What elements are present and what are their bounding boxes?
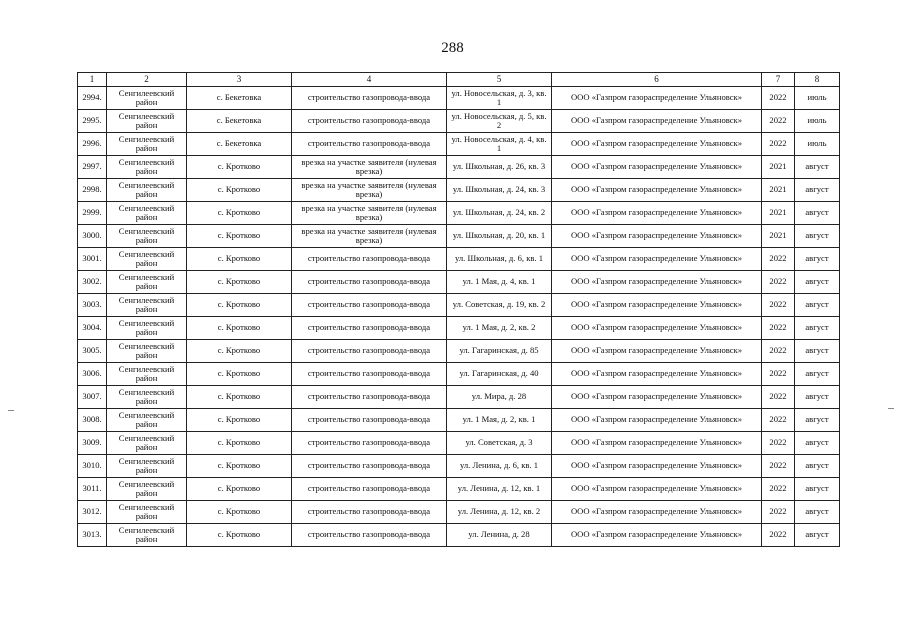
work-type-cell: строительство газопровода-ввода — [292, 340, 447, 363]
work-type-cell: строительство газопровода-ввода — [292, 409, 447, 432]
address-cell: ул. Новосельская, д. 4, кв. 1 — [447, 133, 552, 156]
organization-cell: ООО «Газпром газораспределение Ульяновск» — [552, 501, 762, 524]
district-cell: Сенгилеевский район — [107, 317, 187, 340]
table-row — [78, 317, 840, 340]
column-header-1: 1 — [78, 73, 107, 87]
year-cell: 2022 — [762, 340, 795, 363]
month-cell: август — [795, 317, 840, 340]
settlement-cell: с. Кротково — [187, 248, 292, 271]
settlement-cell: с. Кротково — [187, 386, 292, 409]
row-number-cell: 2994. — [78, 87, 107, 110]
settlement-cell: с. Кротково — [187, 202, 292, 225]
organization-cell: ООО «Газпром газораспределение Ульяновск» — [552, 156, 762, 179]
organization-cell: ООО «Газпром газораспределение Ульяновск» — [552, 248, 762, 271]
row-number-cell: 3000. — [78, 225, 107, 248]
address-cell: ул. Советская, д. 3 — [447, 432, 552, 455]
column-header-7: 7 — [762, 73, 795, 87]
settlement-cell: с. Бекетовка — [187, 110, 292, 133]
settlement-cell: с. Кротково — [187, 225, 292, 248]
row-number-cell: 3012. — [78, 501, 107, 524]
year-cell: 2022 — [762, 87, 795, 110]
settlement-cell: с. Бекетовка — [187, 87, 292, 110]
row-number-cell: 3008. — [78, 409, 107, 432]
row-number-cell: 2997. — [78, 156, 107, 179]
year-cell: 2022 — [762, 363, 795, 386]
month-cell: август — [795, 455, 840, 478]
address-cell: ул. 1 Мая, д. 2, кв. 1 — [447, 409, 552, 432]
column-header-3: 3 — [187, 73, 292, 87]
scan-mark-right — [888, 408, 894, 409]
settlement-cell: с. Кротково — [187, 478, 292, 501]
row-number-cell: 3006. — [78, 363, 107, 386]
year-cell: 2022 — [762, 294, 795, 317]
district-cell: Сенгилеевский район — [107, 478, 187, 501]
year-cell: 2022 — [762, 271, 795, 294]
district-cell: Сенгилеевский район — [107, 87, 187, 110]
table-row — [78, 409, 840, 432]
district-cell: Сенгилеевский район — [107, 179, 187, 202]
year-cell: 2022 — [762, 432, 795, 455]
table-row — [78, 87, 840, 110]
district-cell: Сенгилеевский район — [107, 156, 187, 179]
year-cell: 2021 — [762, 179, 795, 202]
month-cell: август — [795, 179, 840, 202]
table-row — [78, 363, 840, 386]
row-number-cell: 3007. — [78, 386, 107, 409]
column-header-5: 5 — [447, 73, 552, 87]
row-number-cell: 2998. — [78, 179, 107, 202]
district-cell: Сенгилеевский район — [107, 409, 187, 432]
table-row — [78, 501, 840, 524]
settlement-cell: с. Кротково — [187, 455, 292, 478]
work-type-cell: строительство газопровода-ввода — [292, 248, 447, 271]
settlement-cell: с. Кротково — [187, 432, 292, 455]
district-cell: Сенгилеевский район — [107, 133, 187, 156]
settlement-cell: с. Кротково — [187, 317, 292, 340]
month-cell: август — [795, 524, 840, 547]
table-row — [78, 248, 840, 271]
page-number: 288 — [441, 40, 464, 56]
month-cell: август — [795, 432, 840, 455]
organization-cell: ООО «Газпром газораспределение Ульяновск» — [552, 432, 762, 455]
work-type-cell: строительство газопровода-ввода — [292, 432, 447, 455]
address-cell: ул. Школьная, д. 24, кв. 3 — [447, 179, 552, 202]
organization-cell: ООО «Газпром газораспределение Ульяновск» — [552, 294, 762, 317]
month-cell: июль — [795, 87, 840, 110]
table-row — [78, 225, 840, 248]
data-table — [77, 72, 840, 547]
table-row — [78, 455, 840, 478]
organization-cell: ООО «Газпром газораспределение Ульяновск» — [552, 110, 762, 133]
work-type-cell: строительство газопровода-ввода — [292, 386, 447, 409]
work-type-cell: врезка на участке заявителя (нулевая врезка) — [292, 202, 447, 225]
year-cell: 2022 — [762, 409, 795, 432]
row-number-cell: 2995. — [78, 110, 107, 133]
district-cell: Сенгилеевский район — [107, 225, 187, 248]
table-row — [78, 179, 840, 202]
row-number-cell: 2996. — [78, 133, 107, 156]
organization-cell: ООО «Газпром газораспределение Ульяновск» — [552, 340, 762, 363]
work-type-cell: строительство газопровода-ввода — [292, 317, 447, 340]
address-cell: ул. Мира, д. 28 — [447, 386, 552, 409]
address-cell: ул. Школьная, д. 6, кв. 1 — [447, 248, 552, 271]
address-cell: ул. Школьная, д. 26, кв. 3 — [447, 156, 552, 179]
settlement-cell: с. Кротково — [187, 340, 292, 363]
table-row — [78, 133, 840, 156]
address-cell: ул. Ленина, д. 12, кв. 1 — [447, 478, 552, 501]
year-cell: 2022 — [762, 386, 795, 409]
row-number-cell: 2999. — [78, 202, 107, 225]
settlement-cell: с. Кротково — [187, 156, 292, 179]
settlement-cell: с. Кротково — [187, 294, 292, 317]
address-cell: ул. Ленина, д. 6, кв. 1 — [447, 455, 552, 478]
address-cell: ул. Советская, д. 19, кв. 2 — [447, 294, 552, 317]
settlement-cell: с. Кротково — [187, 409, 292, 432]
year-cell: 2022 — [762, 524, 795, 547]
district-cell: Сенгилеевский район — [107, 294, 187, 317]
address-cell: ул. Школьная, д. 20, кв. 1 — [447, 225, 552, 248]
work-type-cell: строительство газопровода-ввода — [292, 501, 447, 524]
table-row — [78, 386, 840, 409]
table-row — [78, 110, 840, 133]
month-cell: август — [795, 363, 840, 386]
work-type-cell: врезка на участке заявителя (нулевая врезка) — [292, 225, 447, 248]
work-type-cell: строительство газопровода-ввода — [292, 524, 447, 547]
district-cell: Сенгилеевский район — [107, 501, 187, 524]
organization-cell: ООО «Газпром газораспределение Ульяновск» — [552, 133, 762, 156]
address-cell: ул. Новосельская, д. 5, кв. 2 — [447, 110, 552, 133]
work-type-cell: строительство газопровода-ввода — [292, 87, 447, 110]
scan-mark-left — [8, 410, 14, 411]
address-cell: ул. Гагаринская, д. 85 — [447, 340, 552, 363]
column-header-2: 2 — [107, 73, 187, 87]
row-number-cell: 3001. — [78, 248, 107, 271]
district-cell: Сенгилеевский район — [107, 455, 187, 478]
table-row — [78, 524, 840, 547]
year-cell: 2021 — [762, 202, 795, 225]
month-cell: август — [795, 271, 840, 294]
header-row — [78, 73, 840, 87]
row-number-cell: 3009. — [78, 432, 107, 455]
month-cell: август — [795, 340, 840, 363]
address-cell: ул. 1 Мая, д. 2, кв. 2 — [447, 317, 552, 340]
address-cell: ул. 1 Мая, д. 4, кв. 1 — [447, 271, 552, 294]
district-cell: Сенгилеевский район — [107, 202, 187, 225]
organization-cell: ООО «Газпром газораспределение Ульяновск» — [552, 386, 762, 409]
work-type-cell: строительство газопровода-ввода — [292, 133, 447, 156]
column-header-6: 6 — [552, 73, 762, 87]
district-cell: Сенгилеевский район — [107, 248, 187, 271]
organization-cell: ООО «Газпром газораспределение Ульяновск» — [552, 478, 762, 501]
month-cell: август — [795, 156, 840, 179]
table-body — [78, 87, 840, 547]
column-header-4: 4 — [292, 73, 447, 87]
district-cell: Сенгилеевский район — [107, 386, 187, 409]
month-cell: август — [795, 202, 840, 225]
district-cell: Сенгилеевский район — [107, 524, 187, 547]
month-cell: август — [795, 248, 840, 271]
organization-cell: ООО «Газпром газораспределение Ульяновск» — [552, 409, 762, 432]
work-type-cell: строительство газопровода-ввода — [292, 110, 447, 133]
work-type-cell: строительство газопровода-ввода — [292, 455, 447, 478]
year-cell: 2021 — [762, 225, 795, 248]
organization-cell: ООО «Газпром газораспределение Ульяновск» — [552, 363, 762, 386]
settlement-cell: с. Кротково — [187, 271, 292, 294]
month-cell: август — [795, 478, 840, 501]
year-cell: 2022 — [762, 133, 795, 156]
table-row — [78, 202, 840, 225]
organization-cell: ООО «Газпром газораспределение Ульяновск» — [552, 202, 762, 225]
year-cell: 2022 — [762, 455, 795, 478]
year-cell: 2021 — [762, 156, 795, 179]
address-cell: ул. Новосельская, д. 3, кв. 1 — [447, 87, 552, 110]
work-type-cell: врезка на участке заявителя (нулевая врезка) — [292, 156, 447, 179]
month-cell: август — [795, 225, 840, 248]
row-number-cell: 3013. — [78, 524, 107, 547]
work-type-cell: строительство газопровода-ввода — [292, 294, 447, 317]
settlement-cell: с. Кротково — [187, 501, 292, 524]
organization-cell: ООО «Газпром газораспределение Ульяновск» — [552, 225, 762, 248]
month-cell: июль — [795, 133, 840, 156]
district-cell: Сенгилеевский район — [107, 271, 187, 294]
row-number-cell: 3004. — [78, 317, 107, 340]
column-header-8: 8 — [795, 73, 840, 87]
work-type-cell: строительство газопровода-ввода — [292, 478, 447, 501]
settlement-cell: с. Кротково — [187, 179, 292, 202]
row-number-cell: 3003. — [78, 294, 107, 317]
address-cell: ул. Ленина, д. 28 — [447, 524, 552, 547]
district-cell: Сенгилеевский район — [107, 340, 187, 363]
year-cell: 2022 — [762, 110, 795, 133]
table-row — [78, 294, 840, 317]
address-cell: ул. Ленина, д. 12, кв. 2 — [447, 501, 552, 524]
month-cell: август — [795, 386, 840, 409]
year-cell: 2022 — [762, 317, 795, 340]
work-type-cell: строительство газопровода-ввода — [292, 363, 447, 386]
work-type-cell: строительство газопровода-ввода — [292, 271, 447, 294]
year-cell: 2022 — [762, 478, 795, 501]
year-cell: 2022 — [762, 501, 795, 524]
organization-cell: ООО «Газпром газораспределение Ульяновск» — [552, 524, 762, 547]
row-number-cell: 3010. — [78, 455, 107, 478]
organization-cell: ООО «Газпром газораспределение Ульяновск» — [552, 271, 762, 294]
settlement-cell: с. Бекетовка — [187, 133, 292, 156]
work-type-cell: врезка на участке заявителя (нулевая врезка) — [292, 179, 447, 202]
year-cell: 2022 — [762, 248, 795, 271]
row-number-cell: 3005. — [78, 340, 107, 363]
organization-cell: ООО «Газпром газораспределение Ульяновск» — [552, 87, 762, 110]
month-cell: август — [795, 294, 840, 317]
district-cell: Сенгилеевский район — [107, 110, 187, 133]
row-number-cell: 3011. — [78, 478, 107, 501]
address-cell: ул. Школьная, д. 24, кв. 2 — [447, 202, 552, 225]
month-cell: август — [795, 501, 840, 524]
month-cell: август — [795, 409, 840, 432]
organization-cell: ООО «Газпром газораспределение Ульяновск» — [552, 179, 762, 202]
table-row — [78, 478, 840, 501]
district-cell: Сенгилеевский район — [107, 363, 187, 386]
settlement-cell: с. Кротково — [187, 524, 292, 547]
organization-cell: ООО «Газпром газораспределение Ульяновск» — [552, 455, 762, 478]
table-row — [78, 432, 840, 455]
table-row — [78, 156, 840, 179]
row-number-cell: 3002. — [78, 271, 107, 294]
table-row — [78, 271, 840, 294]
settlement-cell: с. Кротково — [187, 363, 292, 386]
district-cell: Сенгилеевский район — [107, 432, 187, 455]
organization-cell: ООО «Газпром газораспределение Ульяновск» — [552, 317, 762, 340]
month-cell: июль — [795, 110, 840, 133]
table-row — [78, 340, 840, 363]
address-cell: ул. Гагаринская, д. 40 — [447, 363, 552, 386]
